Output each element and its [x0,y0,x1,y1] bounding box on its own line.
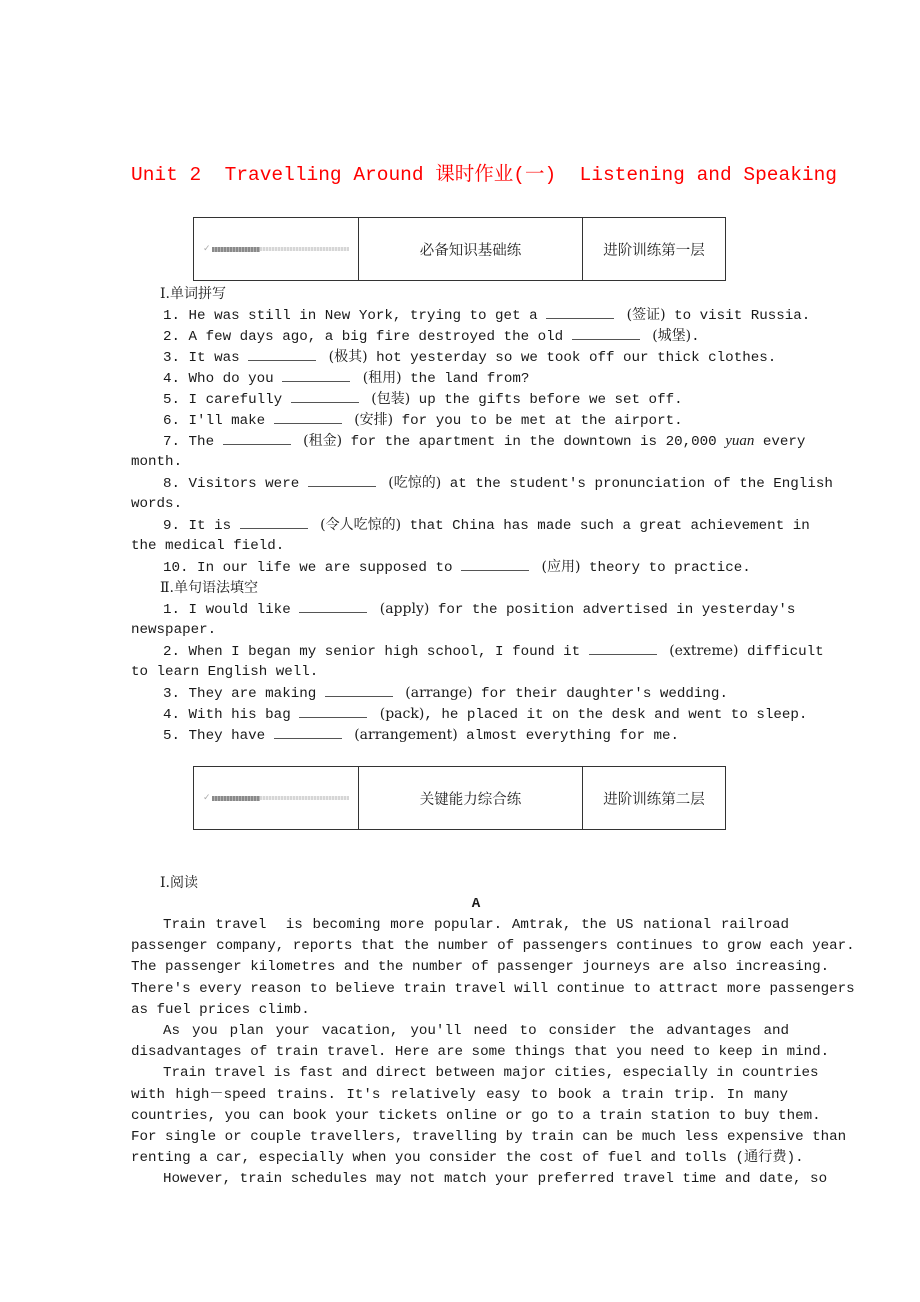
part1-heading: Ⅰ.单词拼写 [160,286,226,302]
question-text: almost everything for me. [457,728,680,744]
hint: (pack) [379,706,425,722]
section-label: 必备知识基础练 [359,218,583,280]
hint: (应用) [541,559,581,575]
answer-blank[interactable] [282,369,350,382]
question-text: 9. It is [163,518,240,534]
passage-line: renting a car, especially when you consider the cost of fuel and tolls (通行费). [131,1150,804,1167]
question-item [163,431,863,452]
progress-bar-icon [203,246,349,252]
question-continuation: newspaper. [131,622,217,638]
question-item [163,410,863,431]
hint: (签证) [626,307,666,323]
reading-heading: Ⅰ.阅读 [160,875,198,891]
question-text: for their daughter's wedding. [472,686,728,702]
answer-blank[interactable] [274,411,342,424]
answer-blank[interactable] [325,684,393,697]
answer-blank[interactable] [461,558,529,571]
passage-line: However, train schedules may not match your preferred travel time and date, so [163,1171,828,1188]
question-text: 2. When I began my senior high school, I found it [163,644,589,660]
progress-cell [194,218,359,280]
question-item [163,305,863,326]
passage-line: The passenger kilometres and the number of passenger journeys are also increasing. [131,959,830,976]
question-text: at the student's pronunciation of the English [441,476,833,492]
part2-heading: Ⅱ.单句语法填空 [160,580,258,596]
question-item [163,347,863,368]
answer-blank[interactable] [546,306,614,319]
passage-line: as fuel prices climb. [131,1001,310,1018]
answer-blank[interactable] [572,327,640,340]
question-item [163,473,863,494]
question-item [163,641,863,662]
question-text: 4. With his bag [163,707,300,723]
passage-line: disadvantages of train travel. Here are some things that you need to keep in mind. [131,1044,830,1061]
hint: (arrangement) [354,727,458,743]
answer-blank[interactable] [291,390,359,403]
question-continuation: month. [131,454,183,470]
question-text: 8. Visitors were [163,476,308,492]
question-item [163,725,863,746]
question-text: . [691,329,700,345]
question-continuation: to learn English well. [131,664,319,680]
answer-blank[interactable] [223,432,291,445]
section-label: 关键能力综合练 [359,767,583,829]
question-text: 4. Who do you [163,371,283,387]
question-item [163,389,863,410]
question-continuation: words. [131,496,183,512]
progress-bar-icon [203,795,349,801]
hint: (租用) [362,370,402,386]
answer-blank[interactable] [308,474,376,487]
section-banner-key [193,766,726,830]
answer-blank[interactable] [240,516,308,529]
hint: (包装) [371,391,411,407]
answer-blank[interactable] [299,600,367,613]
passage-label: A [471,896,481,912]
question-text: hot yesterday so we took off our thick clothes. [367,350,777,366]
question-text: for the position advertised in yesterday's [429,602,796,618]
passage-line: As you plan your vacation, you'll need to consider the advantages and [163,1023,789,1039]
hint: (apply) [379,601,430,617]
question-text: , he placed it on the desk and went to sleep. [424,707,808,723]
question-text: 5. They have [163,728,274,744]
answer-blank[interactable] [248,348,316,361]
check-icon: ✓ [203,793,211,803]
question-text: difficult [738,644,824,660]
section-level: 进阶训练第一层 [603,242,705,259]
question-item [163,599,863,620]
question-text: for you to be met at the airport. [393,413,683,429]
question-text: to visit Russia. [665,308,811,324]
question-text: for the apartment in the downtown is 20,000 [342,434,726,450]
hint: (安排) [354,412,394,428]
hint: (吃惊的) [388,475,442,491]
hint: (arrange) [405,685,473,701]
hint: (城堡) [652,328,692,344]
passage-line: passenger company, reports that the number of passengers continues to grow each year. [131,938,855,955]
question-text: the land from? [401,371,530,387]
question-item [163,326,863,347]
question-text: 2. A few days ago, a big fire destroyed the old [163,329,572,345]
question-item [163,368,863,389]
question-continuation: the medical field. [131,538,285,554]
passage-line: There's every reason to believe train travel will continue to attract more passengers [131,980,855,997]
question-text: theory to practice. [580,560,751,576]
page-title: Unit 2 Travelling Around 课时作业(一) Listening and Speaking [131,164,837,186]
italic-word: yuan [725,433,755,449]
answer-blank[interactable] [274,726,342,739]
hint: (极其) [328,349,368,365]
question-text: 5. I carefully [163,392,291,408]
passage-line: For single or couple travellers, travelling by train can be much less expensive than [131,1129,847,1145]
answer-blank[interactable] [299,705,367,718]
passage-line: Train travel is becoming more popular. Amtrak, the US national railroad [163,917,789,933]
question-text: up the gifts before we set off. [410,392,683,408]
answer-blank[interactable] [589,642,657,655]
question-text: every [754,434,806,450]
question-text: 1. He was still in New York, trying to get a [163,308,547,324]
question-text: 10. In our life we are supposed to [163,560,461,576]
section-level: 进阶训练第二层 [603,791,705,808]
question-text: 7. The [163,434,223,450]
question-item [163,557,863,578]
check-icon: ✓ [203,244,211,254]
passage-line: with high－speed trains. It's relatively easy to book a train trip. In many [131,1086,788,1103]
question-text: that China has made such a great achievement in [401,518,810,534]
question-item [163,704,863,725]
question-text: 3. They are making [163,686,325,702]
hint: (extreme) [669,643,739,659]
section-banner-basic [193,217,726,281]
question-text: 1. I would like [163,602,300,618]
question-item [163,683,863,704]
passage-line: Train travel is fast and direct between major cities, especially in countries [163,1065,819,1082]
progress-cell [194,767,359,829]
passage-line: countries, you can book your tickets online or go to a train station to buy them. [131,1107,821,1124]
question-item [163,515,863,536]
hint: (令人吃惊的) [320,517,402,533]
question-text: 3. It was [163,350,249,366]
hint: (租金) [303,433,343,449]
question-text: 6. I'll make [163,413,274,429]
